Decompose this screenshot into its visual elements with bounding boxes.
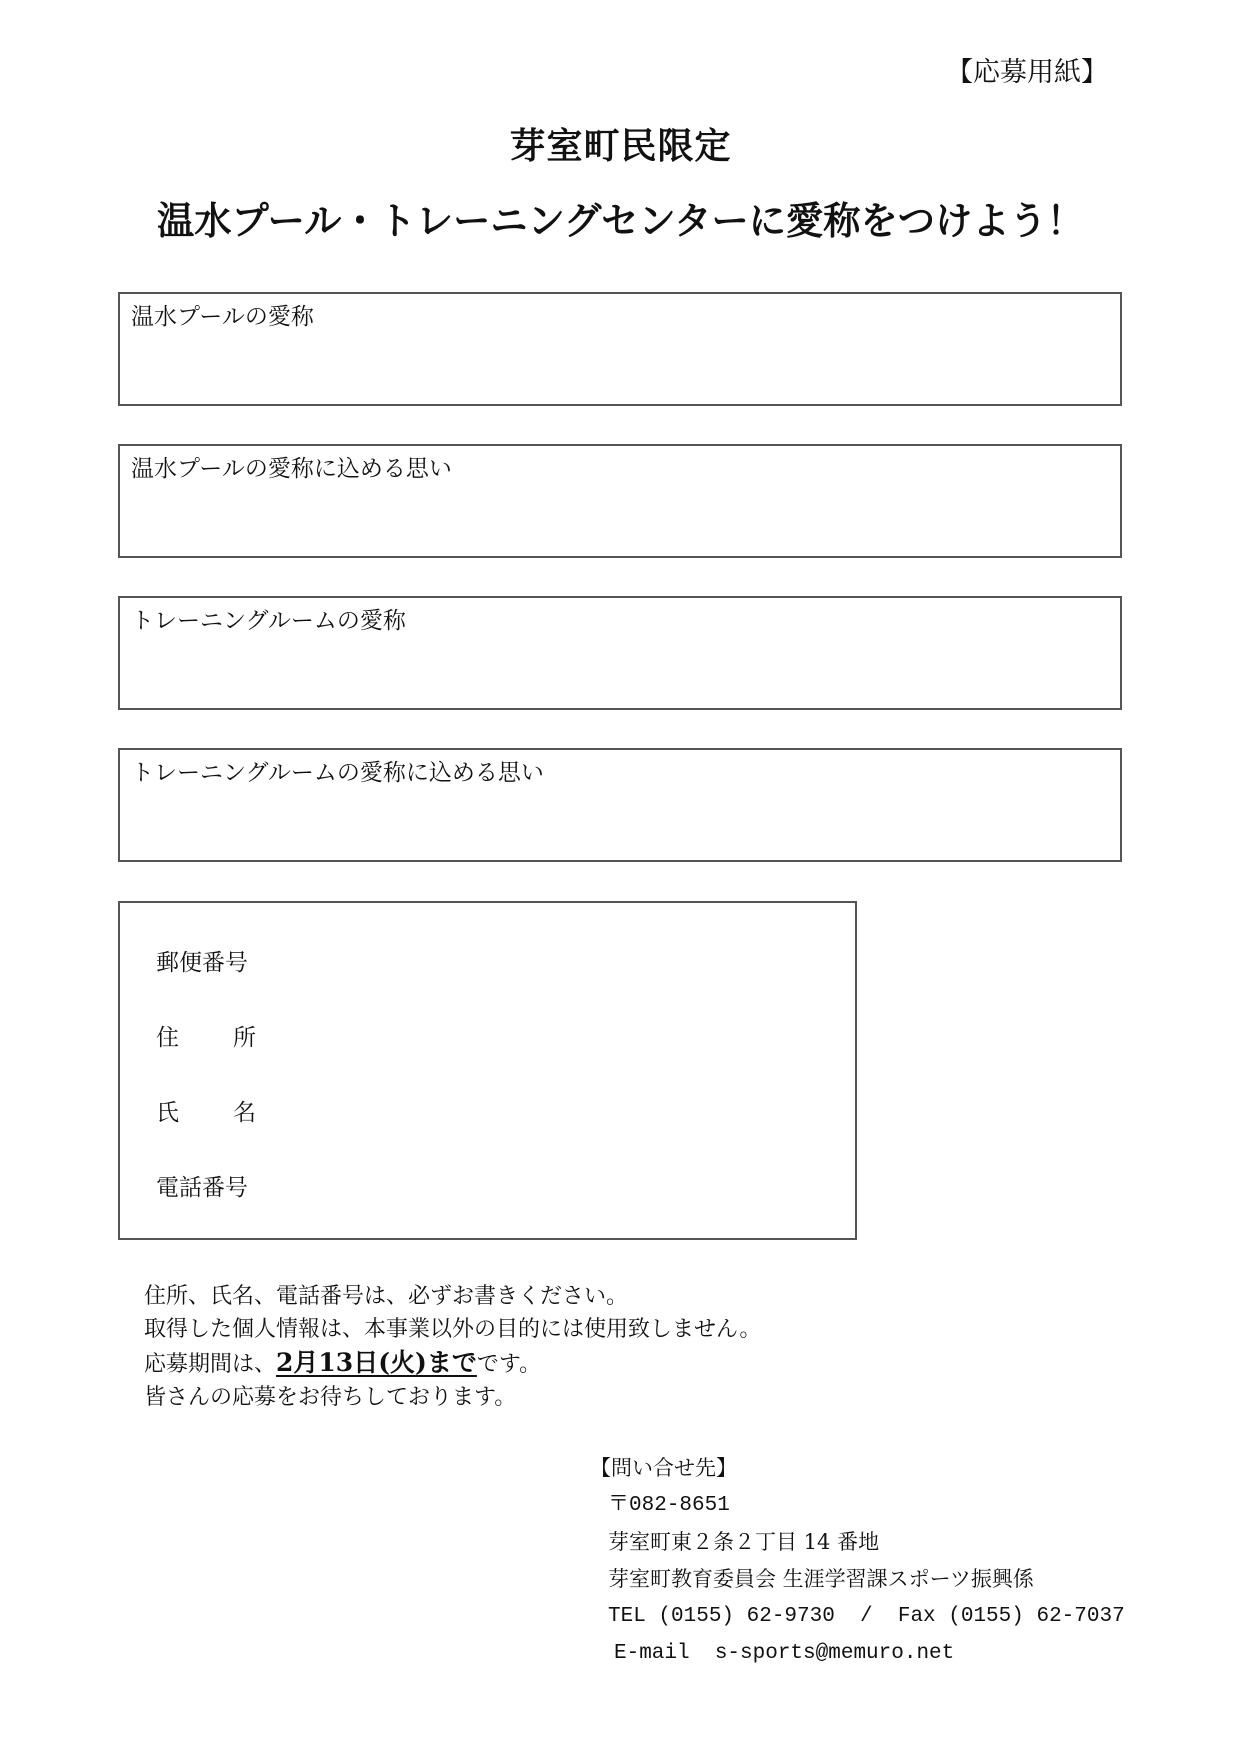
training-room-nickname-box [118,596,1122,710]
address-label: 住 所 [156,1024,256,1051]
training-room-nickname-reason-label: トレーニングルームの愛称に込める思い [131,760,544,786]
inquiry-postal-code: 〒082-8651 [608,1494,730,1517]
phone-input[interactable] [276,1166,816,1204]
name-row [156,1090,816,1130]
pool-nickname-box [118,292,1122,406]
pool-nickname-reason-input[interactable] [130,494,1110,548]
pool-nickname-reason-label: 温水プールの愛称に込める思い [131,456,452,482]
note-deadline: 応募期間は、2月13日(火)までです。 [144,1348,542,1377]
pool-nickname-reason-box [118,444,1122,558]
training-room-nickname-label: トレーニングルームの愛称 [131,608,406,634]
inquiry-section [590,1450,1125,1672]
training-room-nickname-input[interactable] [130,646,1110,700]
inquiry-department: 芽室町教育委員会 生涯学習課スポーツ振興係 [608,1567,1034,1591]
notes-section [144,1280,761,1414]
deadline-date: 2月13日(火)まで [276,1348,477,1377]
address-input[interactable] [276,1016,816,1054]
page-subtitle: 温水プール・トレーニングセンターに愛称をつけよう！ [157,199,1084,243]
note-required-fields: 住所、氏名、電話番号は、必ずお書きください。 [144,1284,629,1309]
training-room-nickname-reason-input[interactable] [130,798,1110,852]
postal-code-row [156,940,816,980]
page-title: 芽室町民限定 [509,126,732,167]
phone-label: 電話番号 [156,1174,248,1201]
pool-nickname-input[interactable] [130,342,1110,396]
inquiry-heading: 【問い合せ先】 [590,1456,737,1480]
name-input[interactable] [276,1091,816,1129]
contact-info-box [118,901,857,1240]
training-room-nickname-reason-box [118,748,1122,862]
postal-code-input[interactable] [276,941,816,979]
pool-nickname-label: 温水プールの愛称 [131,304,314,330]
phone-row [156,1165,816,1205]
note-closing: 皆さんの応募をお待ちしております。 [144,1385,517,1410]
name-label: 氏 名 [156,1099,256,1126]
inquiry-address: 芽室町東２条２丁目 14 番地 [608,1530,880,1554]
note-privacy: 取得した個人情報は、本事業以外の目的には使用致しません。 [144,1317,762,1342]
inquiry-tel-fax: TEL (0155) 62-9730 / Fax (0155) 62-7037 [608,1605,1125,1628]
form-type-label: 【応募用紙】 [946,57,1108,88]
postal-code-label: 郵便番号 [156,949,248,976]
address-row [156,1015,816,1055]
inquiry-email[interactable]: E-mail s-sports@memuro.net [614,1642,955,1665]
